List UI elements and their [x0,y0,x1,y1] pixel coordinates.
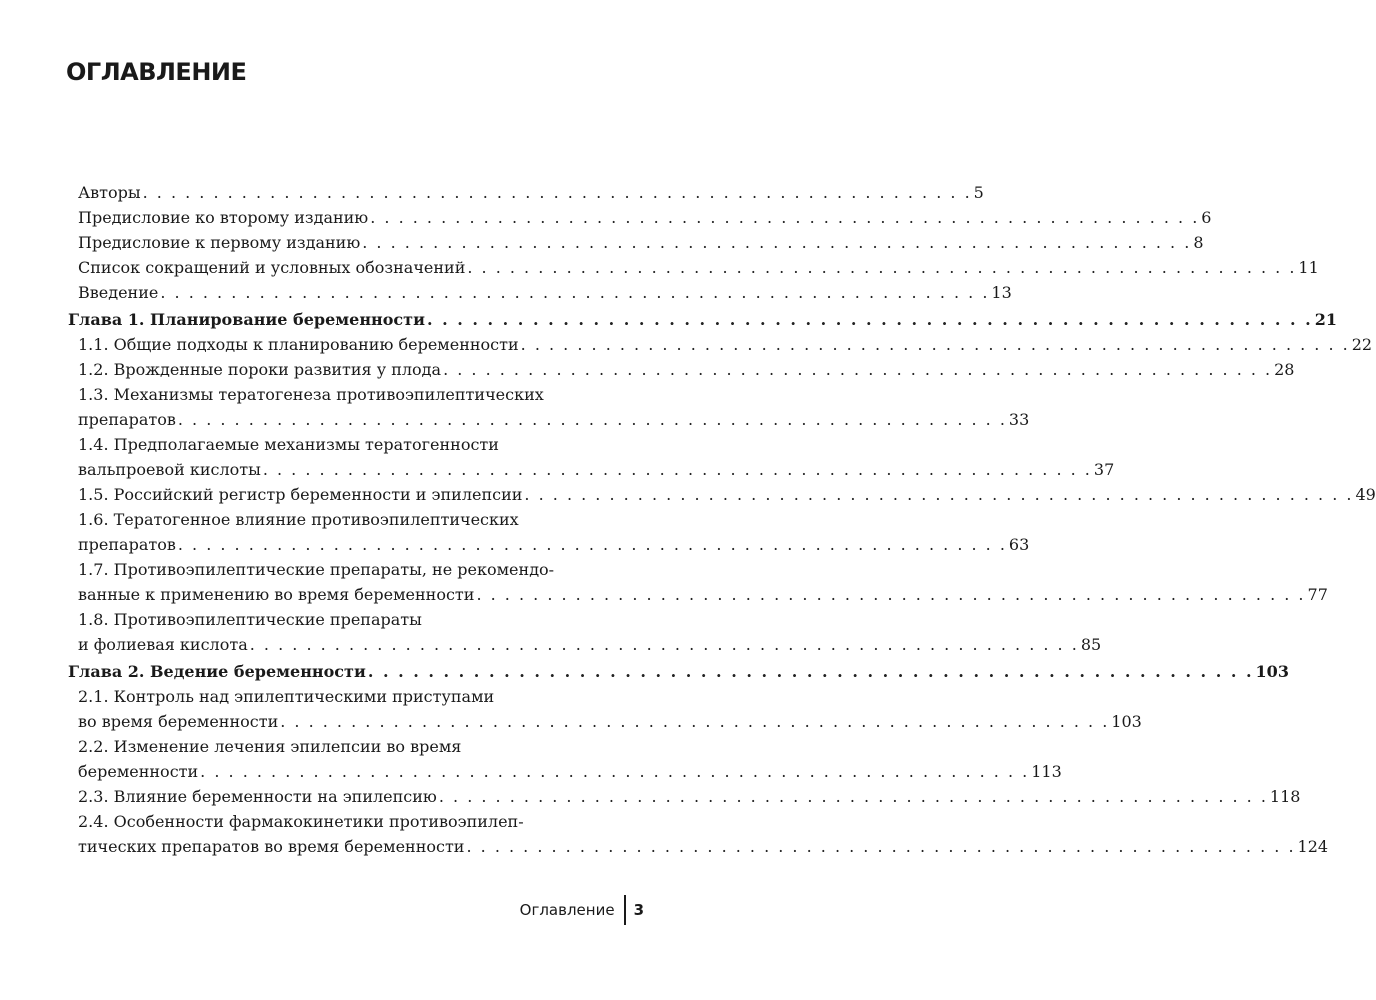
toc-entry-row [68,180,984,205]
toc-entry-title-line: 1.7. Противоэпилептические препараты, не рекомендо- [78,560,555,579]
toc-page-number: 63 [1008,535,1030,554]
toc-entry-row [68,659,1289,684]
toc-entry[interactable] [68,734,1062,784]
toc-entry-title: вальпроевой кислоты [78,460,261,479]
toc-page-number: 5 [973,183,984,202]
toc-entry-row [68,280,1012,305]
toc-entry[interactable] [68,784,1301,809]
toc-entry-row [68,632,1102,657]
toc-entry-row [68,709,1142,734]
toc-entry[interactable] [68,507,1030,557]
dot-leader: . . . . . . . . . . . . . . . . . . . . . . . . . . . . . . . . . . . . . . . . . . . . . . . . . . . . . . . . . . . [362,233,1192,252]
dot-leader: . . . . . . . . . . . . . . . . . . . . . . . . . . . . . . . . . . . . . . . . . . . . . . . . . . . . . . . . . . . [160,283,990,302]
toc-entry-row [68,582,1328,607]
toc-entry[interactable] [68,432,1115,482]
toc-entry[interactable] [68,230,1204,255]
toc-entry-row [68,332,1373,357]
toc-page-number: 13 [991,283,1012,302]
dot-leader: . . . . . . . . . . . . . . . . . . . . . . . . . . . . . . . . . . . . . . . . . . . . . . . . . . . . . . . . . . . [443,360,1273,379]
page-title: ОГЛАВЛЕНИЕ [66,58,247,86]
toc-entry-title: 1.2. Врожденные пороки развития у плода [78,360,442,379]
toc-entry-title-line: 2.2. Изменение лечения эпилепсии во время [78,737,462,756]
toc-entry[interactable] [68,255,1319,280]
toc-entry[interactable] [68,357,1295,382]
toc-entry-title: 1.5. Российский регистр беременности и эпилепсии [78,485,523,504]
toc-entry-row [68,457,1115,482]
toc-page-number: 33 [1008,410,1030,429]
toc-entry-title: беременности [78,762,199,781]
dot-leader: . . . . . . . . . . . . . . . . . . . . . . . . . . . . . . . . . . . . . . . . . . . . . . . . . . . . . . . . . . . [177,535,1007,554]
toc-entry-title: 1.1. Общие подходы к планированию беременности [78,335,519,354]
toc-entry-title: препаратов [78,410,176,429]
toc-entry[interactable] [68,557,1328,607]
toc-entry-title: Авторы [78,183,141,202]
toc-entry-title-line: 1.4. Предполагаемые механизмы тератогенности [78,435,499,454]
dot-leader: . . . . . . . . . . . . . . . . . . . . . . . . . . . . . . . . . . . . . . . . . . . . . . . . . . . . . . . . . . . [520,335,1350,354]
toc-entry[interactable] [68,382,1030,432]
dot-leader: . . . . . . . . . . . . . . . . . . . . . . . . . . . . . . . . . . . . . . . . . . . . . . . . . . . . . . . . . . . [142,183,972,202]
footer-section-label: Оглавление [519,901,615,919]
toc-entry-title: препаратов [78,535,176,554]
toc-chapter-entry[interactable] [68,307,1337,332]
toc-entry[interactable] [68,809,1329,859]
toc-entry[interactable] [68,280,1012,305]
toc-entry-row [68,255,1319,280]
dot-leader: . . . . . . . . . . . . . . . . . . . . . . . . . . . . . . . . . . . . . . . . . . . . . . . . . . . . . . . . . . . [466,837,1296,856]
dot-leader: . . . . . . . . . . . . . . . . . . . . . . . . . . . . . . . . . . . . . . . . . . . . . . . . . . . . . . . . . . . [249,635,1079,654]
toc-page-number: 6 [1201,208,1212,227]
dot-leader: . . . . . . . . . . . . . . . . . . . . . . . . . . . . . . . . . . . . . . . . . . . . . . . . . . . . . . . . . . . [467,258,1297,277]
toc-page-number: 103 [1255,662,1289,681]
toc-entry-title: Предисловие ко второму изданию [78,208,369,227]
dot-leader: . . . . . . . . . . . . . . . . . . . . . . . . . . . . . . . . . . . . . . . . . . . . . . . . . . . . . . . . . . . [177,410,1007,429]
toc-entry-title: Глава 1. Планирование беременности [68,310,425,329]
dot-leader: . . . . . . . . . . . . . . . . . . . . . . . . . . . . . . . . . . . . . . . . . . . . . . . . . . . . . . . . . . . [280,712,1110,731]
dot-leader: . . . . . . . . . . . . . . . . . . . . . . . . . . . . . . . . . . . . . . . . . . . . . . . . . . . . . . . . . . . [370,208,1200,227]
toc-page-number: 118 [1269,787,1301,806]
toc-entry-title-line: 2.1. Контроль над эпилептическими приступами [78,687,495,706]
toc-entry-title: Введение [78,283,159,302]
toc-entry-row [68,357,1295,382]
toc-entry-title: Предисловие к первому изданию [78,233,361,252]
toc-entry-title: во время беременности [78,712,279,731]
running-footer [520,895,644,925]
toc-page-number: 85 [1080,635,1102,654]
toc-entry-row [68,834,1329,859]
table-of-contents [68,180,1376,859]
toc-entry[interactable] [68,607,1102,657]
toc-entry-row [68,784,1301,809]
toc-page-number: 11 [1298,258,1319,277]
toc-chapter-entry[interactable] [68,659,1289,684]
toc-entry-row [68,230,1204,255]
toc-page-number: 49 [1355,485,1376,504]
dot-leader: . . . . . . . . . . . . . . . . . . . . . . . . . . . . . . . . . . . . . . . . . . . . . . . . . . . . . . . . . . . [262,460,1092,479]
toc-entry-title-line: 1.8. Противоэпилептические препараты [78,610,422,629]
toc-entry[interactable] [68,205,1212,230]
toc-entry[interactable] [68,482,1376,507]
toc-page-number: 113 [1031,762,1062,781]
toc-page-number: 28 [1274,360,1295,379]
toc-page-number: 37 [1093,460,1115,479]
toc-entry-row [68,307,1337,332]
toc-page-number: 77 [1307,585,1328,604]
toc-entry-title: Список сокращений и условных обозначений [78,258,466,277]
dot-leader: . . . . . . . . . . . . . . . . . . . . . . . . . . . . . . . . . . . . . . . . . . . . . . . . . . . . . . . . . . . [200,762,1030,781]
toc-entry-title: ванные к применению во время беременности [78,585,475,604]
toc-entry-row [68,407,1030,432]
page-number: 3 [633,901,644,919]
toc-entry-title-line: 1.3. Механизмы тератогенеза противоэпилептических [78,385,544,404]
dot-leader: . . . . . . . . . . . . . . . . . . . . . . . . . . . . . . . . . . . . . . . . . . . . . . . . . . . . . . . . . . . [476,585,1306,604]
toc-entry[interactable] [68,180,984,205]
toc-entry-title: Глава 2. Ведение беременности [68,662,366,681]
toc-entry-title: тических препаратов во время беременности [78,837,465,856]
toc-entry-title: и фолиевая кислота [78,635,248,654]
toc-page-number: 124 [1297,837,1329,856]
toc-page-number: 22 [1351,335,1373,354]
toc-page-number: 21 [1314,310,1337,329]
toc-entry-title-line: 1.6. Тератогенное влияние противоэпилептических [78,510,519,529]
dot-leader: . . . . . . . . . . . . . . . . . . . . . . . . . . . . . . . . . . . . . . . . . . . . . . . . . . . . . . . . . . . [438,787,1268,806]
dot-leader: . . . . . . . . . . . . . . . . . . . . . . . . . . . . . . . . . . . . . . . . . . . . . . . . . . . . . . . . . . . [367,662,1254,681]
toc-entry-row [68,205,1212,230]
toc-entry-title: 2.3. Влияние беременности на эпилепсию [78,787,437,806]
toc-entry-row [68,482,1376,507]
toc-entry[interactable] [68,332,1373,357]
toc-entry[interactable] [68,684,1142,734]
toc-entry-title-line: 2.4. Особенности фармакокинетики противоэпилеп- [78,812,524,831]
dot-leader: . . . . . . . . . . . . . . . . . . . . . . . . . . . . . . . . . . . . . . . . . . . . . . . . . . . . . . . . . . . [426,310,1313,329]
toc-entry-row [68,532,1030,557]
toc-entry-row [68,759,1062,784]
toc-page-number: 103 [1111,712,1142,731]
dot-leader: . . . . . . . . . . . . . . . . . . . . . . . . . . . . . . . . . . . . . . . . . . . . . . . . . . . . . . . . . . . [524,485,1354,504]
toc-page-number: 8 [1193,233,1204,252]
